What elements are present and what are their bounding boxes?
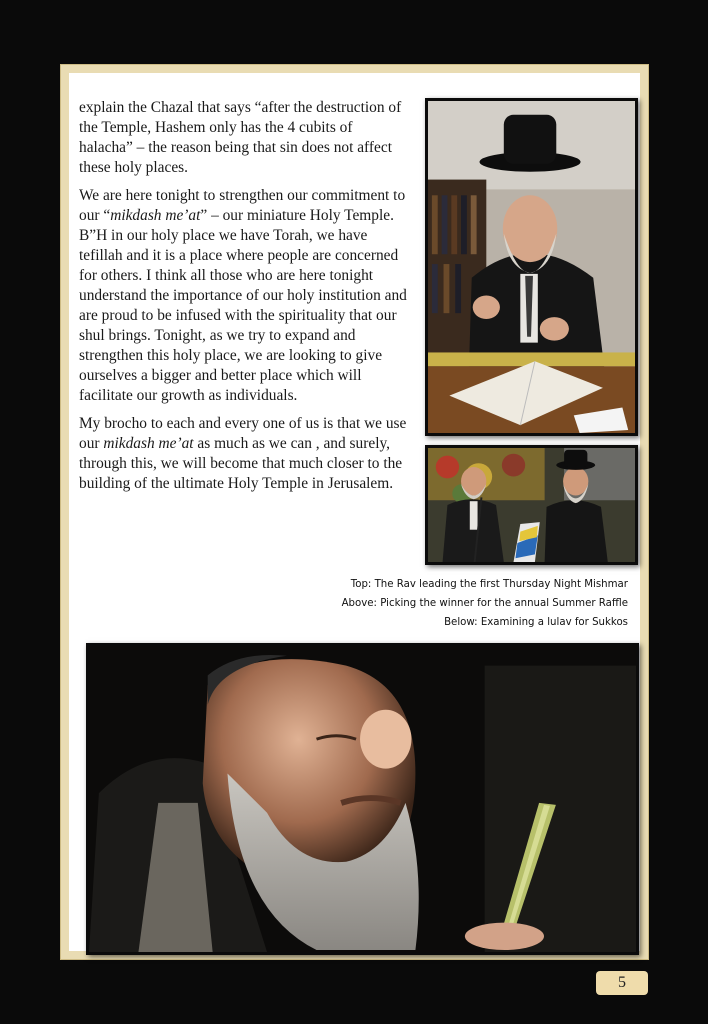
caption-above: Above: Picking the winner for the annual Summer Raffle	[341, 598, 628, 609]
article-paragraph	[79, 98, 409, 178]
paragraph-text: explain the Chazal that says “after the destruction of the Temple, Hashem only has the 4 cubits of halacha” – the reason being that sin does not affect these holy places.	[79, 99, 402, 176]
paragraph-text: as much as we can , and surely, through this, we will become that much closer to the building of the ultimate Holy Temple in Jerusalem.	[79, 435, 403, 492]
photo-lulav-examination	[86, 643, 639, 955]
photo-thursday-night-mishmar	[425, 98, 638, 436]
article-paragraph	[79, 414, 409, 494]
page-content	[69, 73, 640, 951]
italic-term: mikdash me’at	[110, 207, 201, 224]
photo-captions	[342, 575, 628, 632]
paragraph-text: My brocho to each and every one of us is that we use our	[79, 415, 407, 452]
paragraph-text: We are here tonight to strengthen our commitment to our “	[79, 187, 406, 224]
caption-top: Top: The Rav leading the first Thursday Night Mishmar	[350, 579, 628, 590]
paragraph-text: ” – our miniature Holy Temple. B”H in our holy place we have Torah, we have tefillah and it is a place where people are concerned for others. I think all those who are here tonight understand the importance of our holy institution and are proud to be infused with the spirituality that our shul brings. Tonight, as we try to expand and strengthen this holy place, we are looking to give ourselves a bigger and better place which will facilitate our growth as individuals.	[79, 207, 407, 404]
page-frame	[60, 64, 649, 960]
article-body	[79, 98, 409, 502]
photo-summer-raffle	[425, 445, 638, 565]
page-number: 5	[596, 971, 648, 995]
italic-term: mikdash me’at	[103, 435, 194, 452]
caption-below: Below: Examining a lulav for Sukkos	[444, 617, 628, 628]
article-paragraph	[79, 186, 409, 406]
